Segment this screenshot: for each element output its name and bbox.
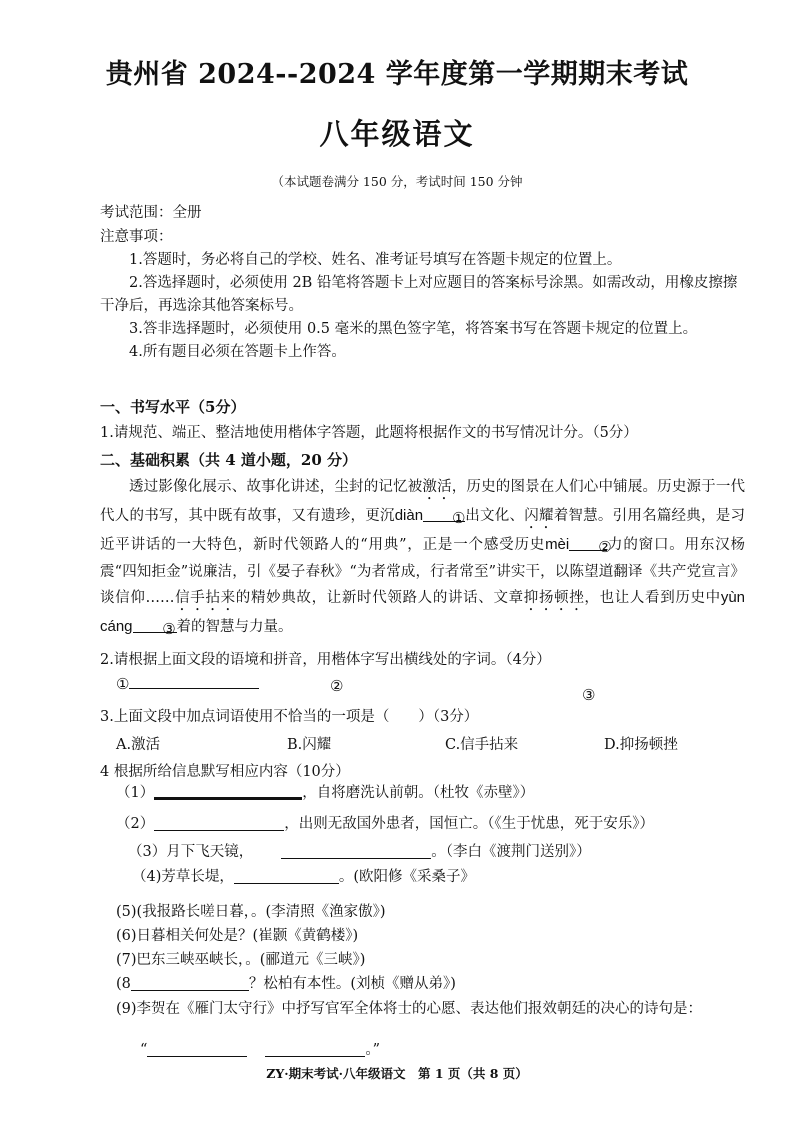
q3-option-c[interactable]: C.信手拈来	[445, 737, 519, 753]
question-4: 4 根据所给信息默写相应内容（10分）	[100, 764, 350, 780]
q4-item-number: （4)芳草长堤，	[132, 869, 234, 885]
circled-mark-2: ②	[598, 538, 612, 556]
q4-item-number: （3）月下飞天镜，	[128, 844, 254, 860]
q4-item-8	[116, 972, 456, 993]
q4-item-number: (8	[116, 976, 131, 992]
q4-item-number: （1）	[116, 785, 155, 801]
q4-blank-2[interactable]	[154, 814, 284, 831]
circled-mark-1: ①	[452, 509, 466, 527]
question-2: 2.请根据上面文段的语境和拼音，用楷体字写出横线处的字词。（4分）	[100, 652, 551, 668]
notice-title: 注意事项：	[100, 229, 173, 245]
q4-item-5: (5)(我报路长嗟日暮，。(李清照《渔家傲》)	[116, 904, 386, 920]
question-3: 3.上面文段中加点词语使用不恰当的一项是（ ）（3分）	[100, 709, 479, 725]
passage-text: 着智慧。引用名篇经典，是习近平讲话的一大特色，新时代领路人的“用典”，正是一个感受历史	[100, 508, 745, 553]
q4-item-text: ？松柏有本性。(刘桢《赠从弟》)	[248, 976, 456, 992]
q3-option-a[interactable]: A.激活	[116, 737, 161, 753]
pinyin-2: mèi	[545, 536, 570, 553]
close-quote: 。”	[365, 1042, 381, 1058]
exam-note: （本试题卷满分 150 分，考试时间 150 分钟	[271, 174, 523, 189]
q3-option-d[interactable]: D.抑扬顿挫	[604, 737, 678, 753]
q4-item-text: 。（李白《渡荆门送别》）	[431, 844, 591, 860]
q4-blank-9b[interactable]	[265, 1040, 365, 1057]
q4-blank-4[interactable]	[234, 867, 339, 884]
passage-text: 的精妙典故，让新时代领路人的讲话、文章	[235, 590, 524, 606]
q4-item-2	[116, 812, 654, 833]
q2-mark-3: ③	[582, 686, 596, 704]
q4-item-4	[132, 865, 475, 886]
q4-item-6: (6)日暮相关何处是？(崔颢《黄鹤楼》)	[116, 928, 359, 944]
dotted-word-xinshou: 信手拈来	[174, 590, 236, 606]
circled-mark-3: ③	[162, 620, 176, 638]
blank-1[interactable]	[423, 505, 466, 527]
q2-answer-line-1[interactable]	[129, 676, 259, 689]
exam-scope: 考试范围：全册	[100, 205, 202, 221]
blank-3[interactable]	[133, 616, 177, 638]
q4-blank-9a[interactable]	[147, 1040, 247, 1057]
blank-2[interactable]	[569, 534, 612, 556]
exam-subtitle: 八年级语文	[319, 117, 475, 151]
passage	[100, 474, 745, 641]
q4-item-9: (9)李贺在《雁门太守行》中抒写官军全体将士的心愿、表达他们报效朝廷的决心的诗句是：	[116, 1001, 703, 1017]
passage-text: 力的窗口。用东汉杨震“四知拒金”说廉洁，引《晏子春秋》“为者常成，行者常至”讲实干，以陈望道翻译《共产党宣言》谈信仰……	[100, 537, 746, 606]
q2-mark-2: ②	[330, 677, 344, 695]
dotted-word-shanyao: 闪耀	[524, 508, 554, 524]
q2-mark-1: ①	[116, 675, 130, 693]
passage-text: ，也让人看到历史中	[584, 590, 721, 606]
q4-item-1	[116, 781, 534, 802]
open-quote: “	[140, 1042, 148, 1058]
q4-item-text: ，自将磨洗认前朝。（杜牧《赤壁》）	[302, 785, 535, 801]
dotted-word-yiyang: 抑扬顿挫	[523, 590, 585, 606]
q3-option-b[interactable]: B.闪耀	[287, 737, 332, 753]
section-1-heading: 一、书写水平（5分）	[100, 398, 246, 416]
rule-3: 3.答非选择题时，必须使用 0.5 毫米的黑色签字笔，将答案书写在答题卡规定的位置上。	[129, 321, 698, 337]
passage-text: ，历史的图景在人们心中铺展。历史源于一代代人的书写，其中既有故事，又有遗珍，更沉	[100, 479, 746, 524]
pinyin-3: yùn cáng	[100, 589, 746, 635]
question-1: 1.请规范、端正、整洁地使用楷体字答题，此题将根据作文的书写情况计分。（5分）	[100, 425, 638, 441]
page-footer: ZY·期末考试·八年级语文 第 1 页（共 8 页）	[266, 1066, 528, 1081]
dotted-word-jihuo: 激活	[422, 479, 452, 495]
q4-item-7: (7)巴东三峡巫峡长，。(郦道元《三峡》)	[116, 952, 366, 968]
exam-title: 贵州省 2024--2024 学年度第一学期期末考试	[105, 59, 689, 90]
q4-item-number: （2）	[116, 816, 155, 832]
rule-2-cont: 干净后，再选涂其他答案标号。	[100, 298, 303, 314]
section-2-heading: 二、基础积累（共 4 道小题，20 分）	[100, 451, 357, 469]
q4-item-3	[128, 840, 591, 861]
passage-text: 透过影像化展示、故事化讲述，尘封的记忆被	[129, 479, 423, 495]
q4-blank-3[interactable]	[281, 842, 431, 859]
passage-text: 出文化、	[465, 508, 525, 524]
pinyin-1: diàn	[394, 507, 424, 524]
q4-blank-1[interactable]	[154, 783, 302, 800]
passage-text: 着的智慧与力量。	[176, 619, 293, 635]
rule-2: 2.答选择题时，必须使用 2B 铅笔将答题卡上对应题目的答案标号涂黑。如需改动，用橡皮擦擦	[129, 275, 738, 291]
q4-item-9-answer	[140, 1038, 380, 1059]
q4-item-text: ，出则无敌国外患者，国恒亡。（《生于忧患，死于安乐》）	[284, 816, 654, 832]
q4-item-text: 。(欧阳修《采桑子》	[338, 869, 476, 885]
rule-1: 1.答题时，务必将自己的学校、姓名、准考证号填写在答题卡规定的位置上。	[129, 252, 622, 268]
q2-answer-1	[116, 675, 259, 693]
rule-4: 4.所有题目必须在答题卡上作答。	[129, 344, 346, 360]
q4-blank-8[interactable]	[131, 974, 249, 991]
